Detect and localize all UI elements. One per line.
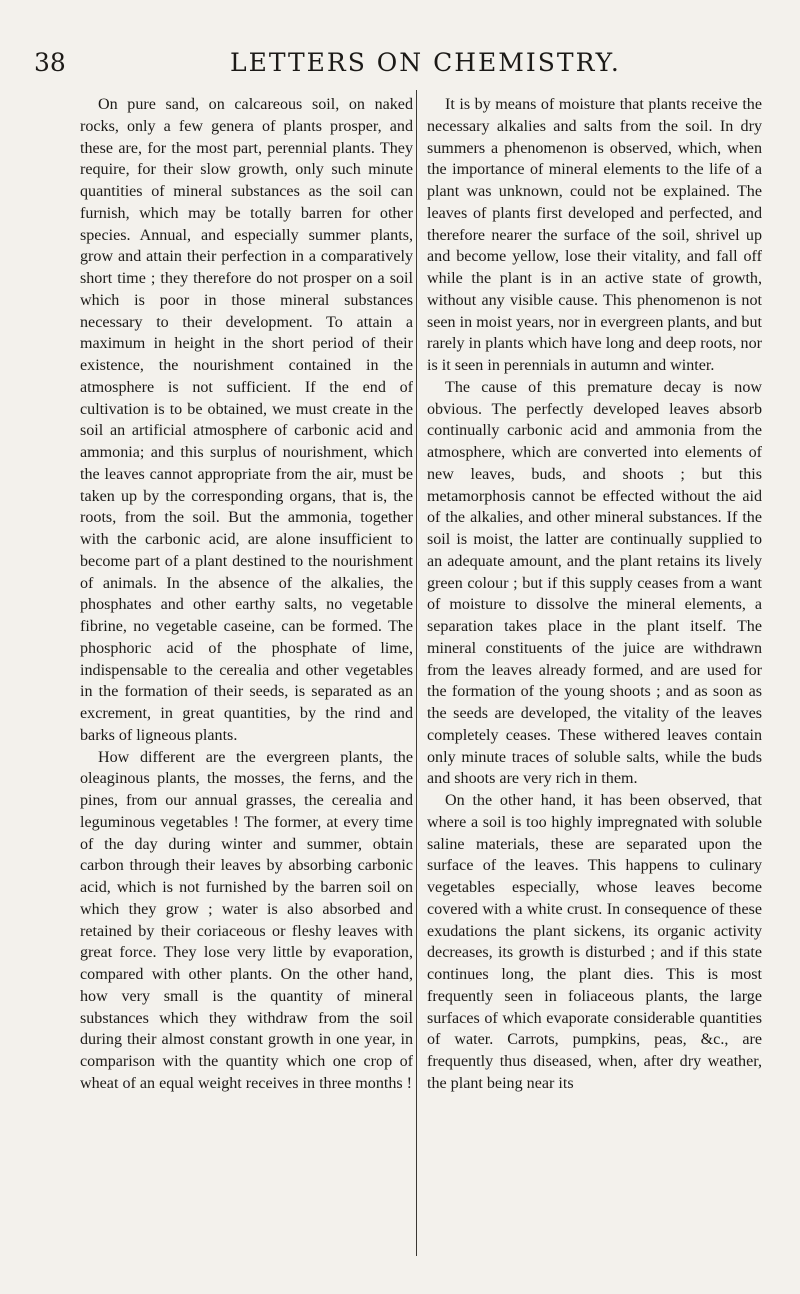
left-column (80, 94, 413, 1095)
column-divider (416, 90, 417, 1256)
paragraph: It is by means of moisture that plants receive the necessary alkalies and salts from the soil. In dry summers a phenomenon is observed, which, when the importance of mineral elements to the life of a plant was unknown, could not be explained. The leaves of plants first developed and perfected, and therefore nearer the surface of the soil, shrivel up and become yellow, lose their vitality, and fall off while the plant is in an active state of growth, without any visible cause. This phenomenon is not seen in moist years, nor in evergreen plants, and but rarely in plants which have long and deep roots, nor is it seen in perennials in autumn and winter. (427, 96, 762, 374)
page-number: 38 (34, 48, 66, 77)
paragraph: On pure sand, on calcareous soil, on naked rocks, only a few genera of plants prosper, and these are, for the most part, perennial plants. They require, for their slow growth, only such minute quantities of mineral substances as the soil can furnish, which may be totally barren for other species. Annual, and especially summer plants, grow and attain their perfection in a comparatively short time ; they therefore do not prosper on a soil which is poor in those mineral substances necessary to their development. To attain a maximum in height in the short period of their existence, the nourishment contained in the atmosphere is not sufficient. If the end of cultivation is to be obtained, we must create in the soil an artificial atmosphere of carbonic acid and ammonia; and this surplus of nourishment, which the leaves cannot appropriate from the air, must be taken up by the corresponding organs, that is, the roots, from the soil. But the ammonia, together with the carbonic acid, are alone insufficient to become part of a plant destined to the nourishment of animals. In the absence of the alkalies, the phosphates and other earthy salts, no vegetable fibrine, no vegetable caseine, can be formed. The phosphoric acid of the phosphate of lime, indispensable to the cerealia and other vegetables in the formation of their seeds, is separated as an excrement, in great quantities, by the rind and barks of ligneous plants. (80, 96, 413, 744)
paragraph: How different are the evergreen plants, the oleaginous plants, the mosses, the ferns, and the pines, from our annual grasses, the cerealia and leguminous vegetables ! The former, at every time of the day during winter and summer, obtain carbon through their leaves by absorbing carbonic acid, which is not furnished by the barren soil on which they grow ; water is also absorbed and retained by their coriaceous or fleshy leaves with great force. They lose very little by evaporation, compared with other plants. On the other hand, how very small is the quantity of mineral substances which they withdraw from the soil during their almost constant growth in one year, in comparison with the quantity which one crop of wheat of an equal weight receives in three months ! (80, 748, 413, 1092)
running-head: LETTERS ON CHEMISTRY. (230, 48, 621, 77)
page-header (0, 46, 800, 82)
right-column (427, 94, 762, 1095)
paragraph: On the other hand, it has been observed, that where a soil is too highly impregnated with soluble saline materials, these are separated upon the surface of the leaves. This happens to culinary vegetables especially, whose leaves become covered with a white crust. In consequence of these exudations the plant sickens, its organic activity decreases, its growth is disturbed ; and if this state continues long, the plant dies. This is most frequently seen in foliaceous plants, the large surfaces of which evaporate considerable quantities of water. Carrots, pumpkins, peas, &c., are frequently thus diseased, when, after dry weather, the plant being near its (427, 792, 762, 1092)
paragraph: The cause of this premature decay is now obvious. The perfectly developed leaves absorb continually carbonic acid and ammonia from the atmosphere, which are converted into elements of new leaves, buds, and shoots ; but this metamorphosis cannot be effected without the aid of the alkalies, and other mineral substances. If the soil is moist, the latter are continually supplied to an adequate amount, and the plant retains its lively green colour ; but if this supply ceases from a want of moisture to dissolve the mineral elements, a separation takes place in the plant itself. The mineral constituents of the juice are withdrawn from the leaves already formed, and are used for the formation of the young shoots ; and as soon as the seeds are developed, the vitality of the leaves completely ceases. These withered leaves contain only minute traces of soluble salts, while the buds and shoots are very rich in them. (427, 378, 762, 788)
